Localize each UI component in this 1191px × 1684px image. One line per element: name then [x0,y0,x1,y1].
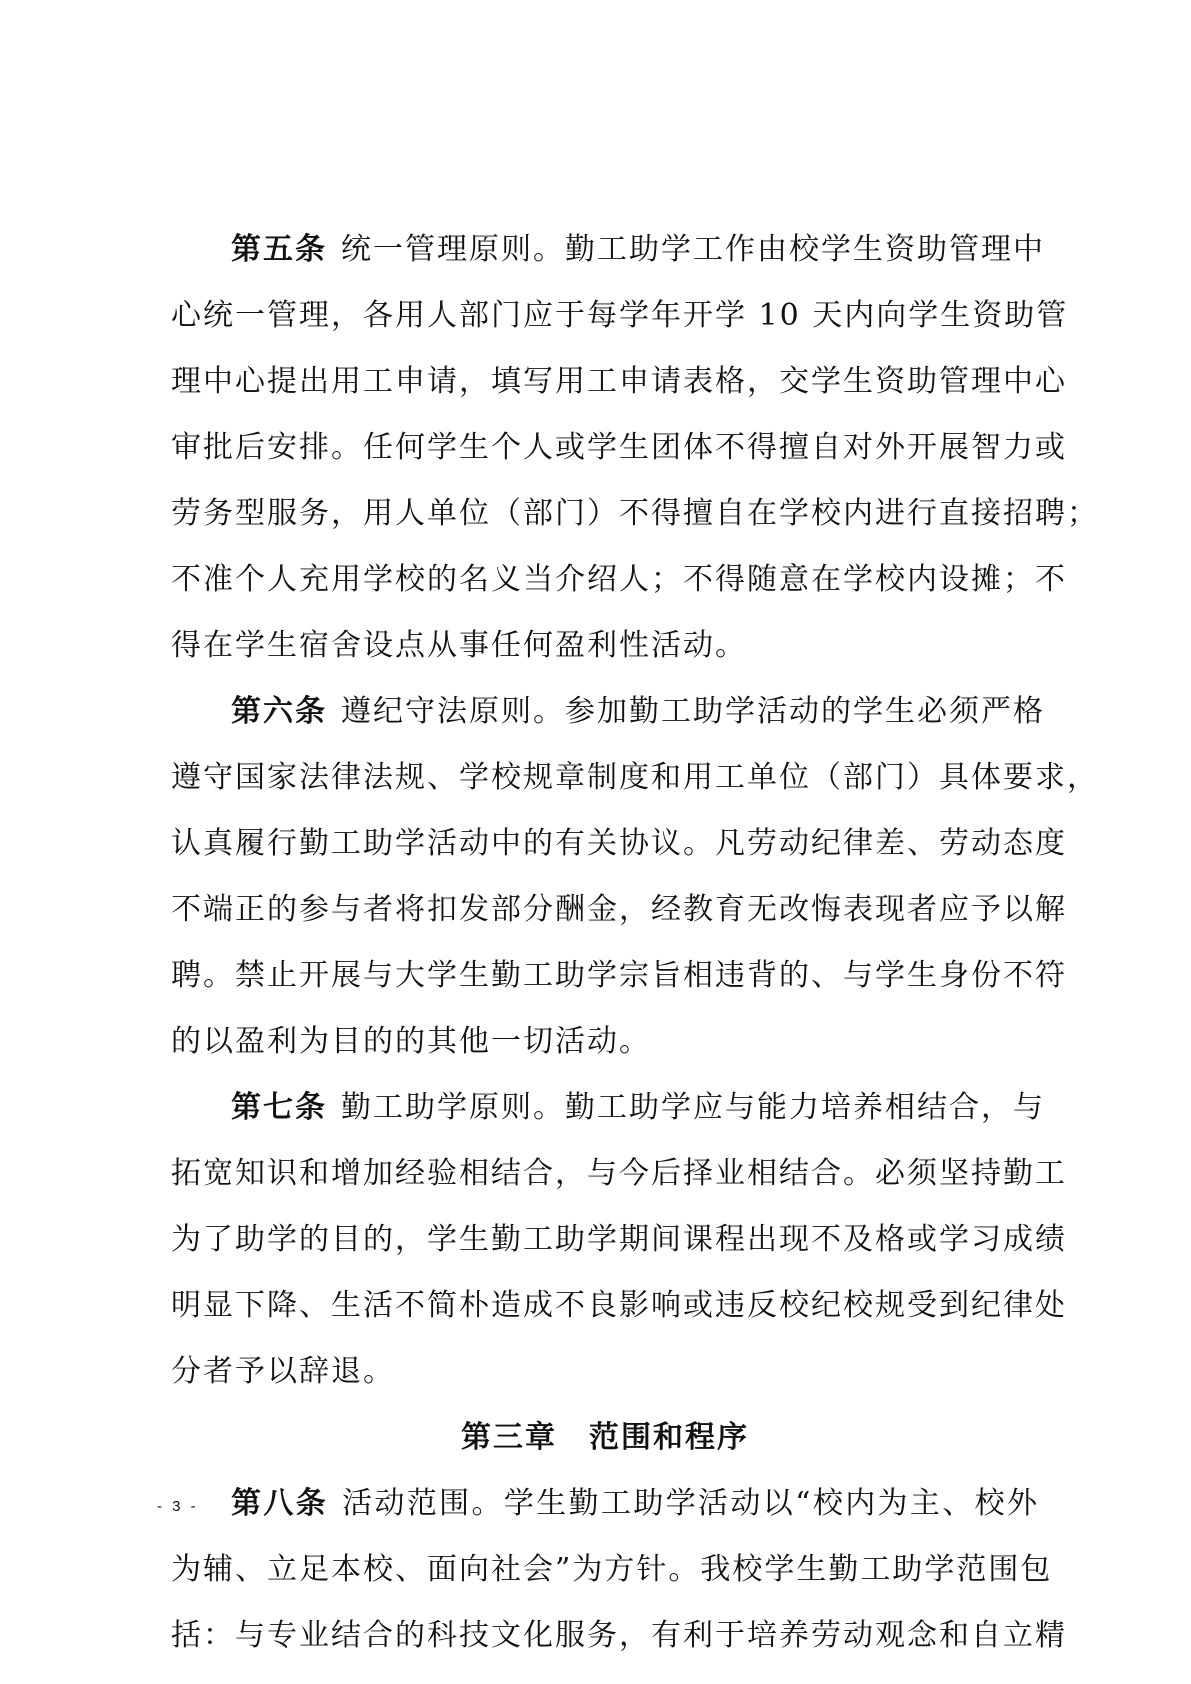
article-5-line-1: 第五条 统一管理原则。勤工助学工作由校学生资助管理中 [231,232,1045,267]
article-6 [171,679,1099,1075]
article-6-line-1: 第六条 遵纪守法原则。参加勤工助学活动的学生必须严格 [231,694,1045,729]
article-5-line-4: 审批后安排。任何学生个人或学生团体不得擅自对外开展智力或 [171,430,1067,465]
article-8-line-3: 括：与专业结合的科技文化服务，有利于培养劳动观念和自立精 [171,1618,1067,1653]
article-6-line-2: 遵守国家法律法规、学校规章制度和用工单位（部门）具体要求， [171,760,1099,795]
article-6-line-4: 不端正的参与者将扣发部分酬金，经教育无改悔表现者应予以解 [171,892,1067,927]
article-7-label: 第七条 [231,1090,327,1125]
article-7-line-4: 明显下降、生活不简朴造成不良影响或违反校纪校规受到纪律处 [171,1288,1067,1323]
article-7-line-5: 分者予以辞退。 [171,1354,395,1389]
article-8-label: 第八条 [231,1486,329,1521]
article-8 [171,1471,1067,1669]
document-body [171,217,1099,1669]
article-7-line-1: 第七条 勤工助学原则。勤工助学应与能力培养相结合，与 [231,1090,1045,1125]
article-5-line-7: 得在学生宿舍设点从事任何盈利性活动。 [171,628,747,663]
article-7-line-2: 拓宽知识和增加经验相结合，与今后择业相结合。必须坚持勤工 [171,1156,1067,1191]
article-6-line-6: 的以盈利为目的的其他一切活动。 [171,1024,651,1059]
article-6-label: 第六条 [231,694,327,729]
article-6-line-5: 聘。禁止开展与大学生勤工助学宗旨相违背的、与学生身份不符 [171,958,1067,993]
page-number: - 3 - [157,1498,199,1515]
article-5-line-5: 劳务型服务，用人单位（部门）不得擅自在学校内进行直接招聘； [171,496,1099,531]
article-7-line-3: 为了助学的目的，学生勤工助学期间课程出现不及格或学习成绩 [171,1222,1067,1257]
article-8-line-2: 为辅、立足本校、面向社会”为方针。我校学生勤工助学范围包 [171,1552,1053,1587]
article-5-line-3: 理中心提出用工申请，填写用工申请表格，交学生资助管理中心 [171,364,1067,399]
article-6-line-3: 认真履行勤工助学活动中的有关协议。凡劳动纪律差、劳动态度 [171,826,1067,861]
article-7 [171,1075,1067,1405]
article-8-line-1: 第八条 活动范围。学生勤工助学活动以“校内为主、校外 [231,1486,1040,1521]
article-5-line-2: 心统一管理，各用人部门应于每学年开学 10 天内向学生资助管 [171,298,1069,333]
article-5 [171,217,1099,679]
article-5-label: 第五条 [231,232,327,267]
article-5-line-6: 不准个人充用学校的名义当介绍人；不得随意在学校内设摊；不 [171,562,1067,597]
chapter-heading: 第三章 范围和程序 [461,1420,749,1455]
